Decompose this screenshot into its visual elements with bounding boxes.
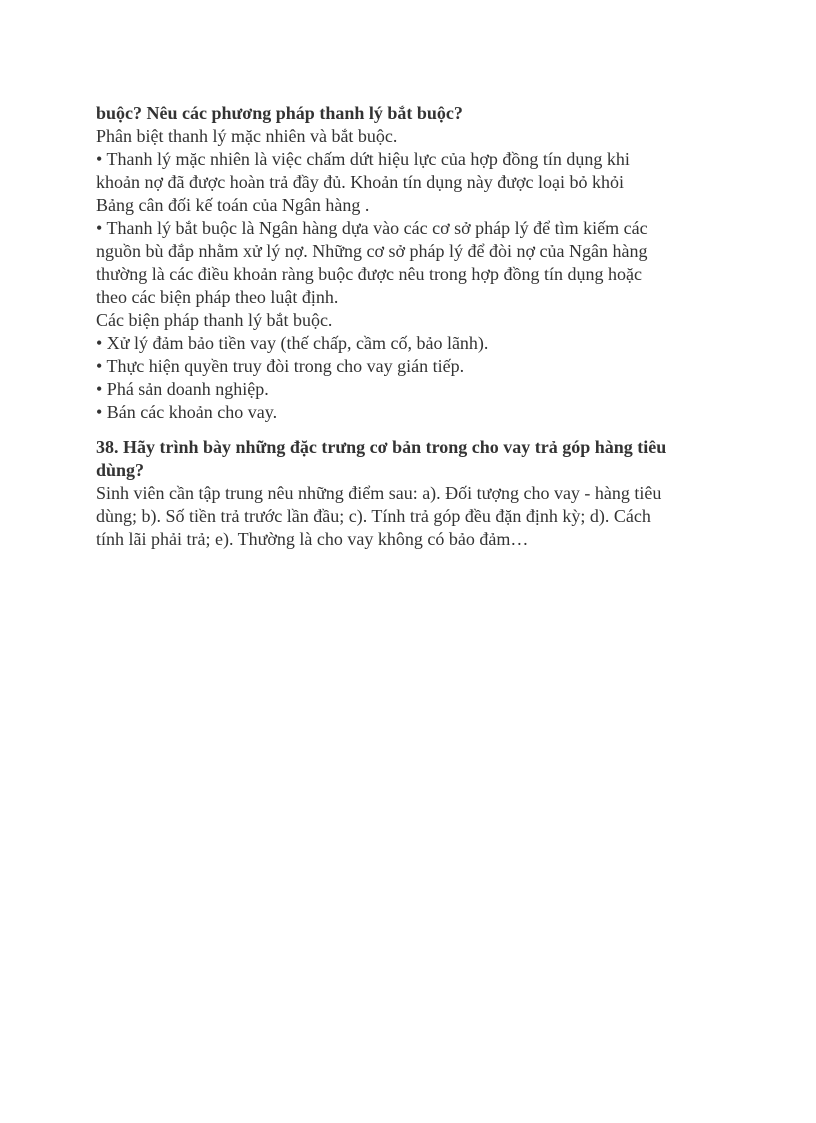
paragraph-line: Bảng cân đối kế toán của Ngân hàng . bbox=[96, 195, 370, 215]
paragraph-line: khoản nợ đã được hoàn trả đầy đủ. Khoản tín dụng này được loại bỏ khỏi bbox=[96, 172, 624, 192]
paragraph-line: • Thanh lý bắt buộc là Ngân hàng dựa vào các cơ sở pháp lý để tìm kiếm các bbox=[96, 218, 648, 238]
paragraph-line: Sinh viên cần tập trung nêu những điểm sau: a). Đối tượng cho vay - hàng tiêu bbox=[96, 483, 662, 503]
bullet-item: • Bán các khoản cho vay. bbox=[96, 402, 278, 422]
paragraph-line: dùng; b). Số tiền trả trước lần đầu; c). Tính trả góp đều đặn định kỳ; d). Cách bbox=[96, 506, 651, 526]
document-page bbox=[96, 102, 720, 551]
bullet-item: • Xử lý đảm bảo tiền vay (thế chấp, cầm cố, bảo lãnh). bbox=[96, 333, 489, 353]
paragraph-line: tính lãi phải trả; e). Thường là cho vay không có bảo đảm… bbox=[96, 529, 529, 549]
bullet-item: • Phá sản doanh nghiệp. bbox=[96, 379, 269, 399]
paragraph-line: • Thanh lý mặc nhiên là việc chấm dứt hiệu lực của hợp đồng tín dụng khi bbox=[96, 149, 630, 169]
paragraph-line: nguồn bù đắp nhằm xử lý nợ. Những cơ sở pháp lý để đòi nợ của Ngân hàng bbox=[96, 241, 648, 261]
section-spacer bbox=[96, 424, 720, 436]
paragraph-line: Phân biệt thanh lý mặc nhiên và bắt buộc. bbox=[96, 126, 398, 146]
section1-heading: buộc? Nêu các phương pháp thanh lý bắt buộc? bbox=[96, 103, 463, 123]
bullet-item: • Thực hiện quyền truy đòi trong cho vay gián tiếp. bbox=[96, 356, 465, 376]
paragraph-line: Các biện pháp thanh lý bắt buộc. bbox=[96, 310, 333, 330]
section2-heading: dùng? bbox=[96, 460, 145, 480]
paragraph-line: theo các biện pháp theo luật định. bbox=[96, 287, 339, 307]
paragraph-line: thường là các điều khoản ràng buộc được nêu trong hợp đồng tín dụng hoặc bbox=[96, 264, 642, 284]
section2-heading: 38. Hãy trình bày những đặc trưng cơ bản trong cho vay trả góp hàng tiêu bbox=[96, 437, 667, 457]
